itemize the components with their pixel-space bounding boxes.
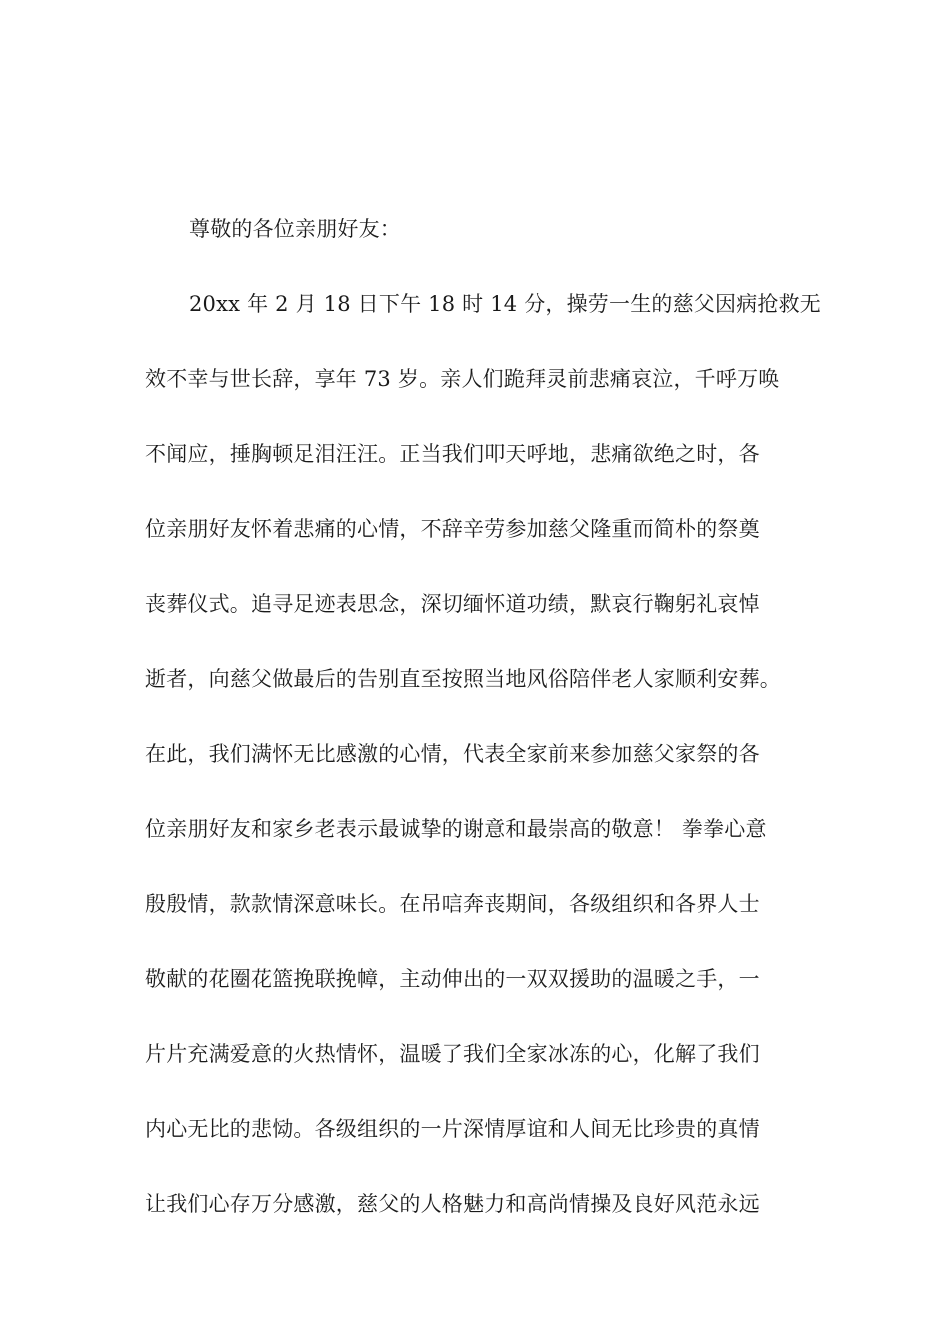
paragraph-line: 不闻应，捶胸顿足泪汪汪。正当我们叩天呼地，悲痛欲绝之时，各: [145, 442, 760, 466]
paragraph-line: 内心无比的悲恸。各级组织的一片深情厚谊和人间无比珍贵的真情: [145, 1117, 760, 1141]
salutation: 尊敬的各位亲朋好友：: [189, 217, 401, 241]
paragraph-line: 片片充满爱意的火热情怀，温暖了我们全家冰冻的心，化解了我们: [145, 1042, 760, 1066]
paragraph-line: 丧葬仪式。追寻足迹表思念，深切缅怀道功绩，默哀行鞠躬礼哀悼: [145, 592, 760, 616]
paragraph-line: 效不幸与世长辞，享年 73 岁。亲人们跪拜灵前悲痛哀泣，千呼万唤: [145, 367, 780, 391]
paragraph-line: 位亲朋好友和家乡老表示最诚挚的谢意和最崇高的敬意！ 拳拳心意: [145, 817, 767, 841]
paragraph-line: 敬献的花圈花篮挽联挽幛，主动伸出的一双双援助的温暖之手，一: [145, 967, 760, 991]
paragraph-line: 位亲朋好友怀着悲痛的心情，不辞辛劳参加慈父隆重而简朴的祭奠: [145, 517, 760, 541]
paragraph-line: 让我们心存万分感激，慈父的人格魅力和高尚情操及良好风范永远: [145, 1192, 760, 1216]
paragraph-line: 20xx 年 2 月 18 日下午 18 时 14 分，操劳一生的慈父因病抢救无: [189, 292, 822, 316]
paragraph-line: 殷殷情，款款情深意味长。在吊唁奔丧期间，各级组织和各界人士: [145, 892, 760, 916]
paragraph-line: 在此，我们满怀无比感激的心情，代表全家前来参加慈父家祭的各: [145, 742, 760, 766]
paragraph-line: 逝者，向慈父做最后的告别直至按照当地风俗陪伴老人家顺利安葬。: [145, 667, 781, 691]
